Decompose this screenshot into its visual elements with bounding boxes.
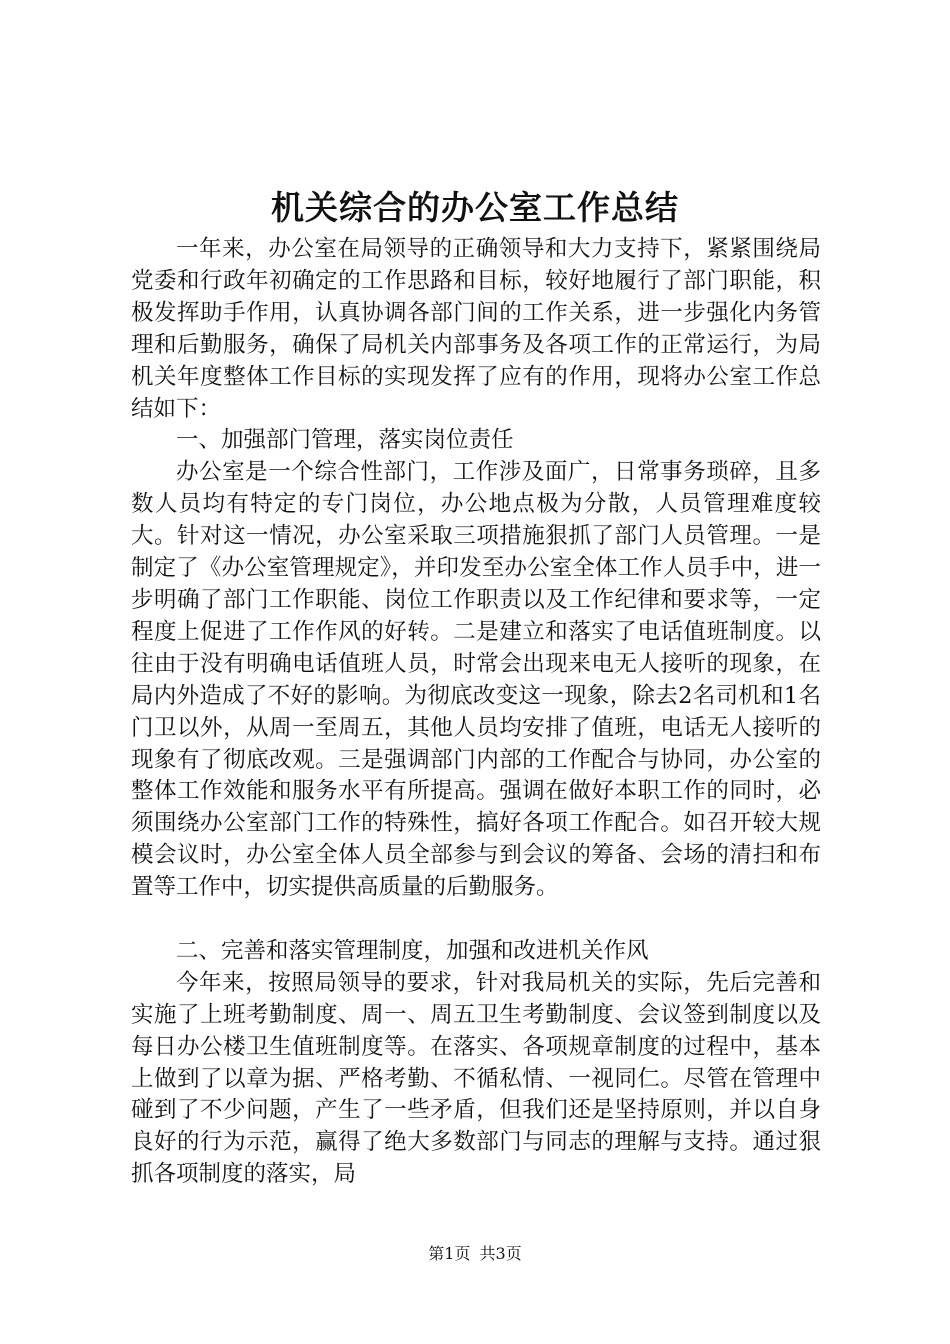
section-2-paragraph: 今年来，按照局领导的要求，针对我局机关的实际，先后完善和实施了上班考勤制度、周一、周五卫生考勤制度、会议签到制度以及每日办公楼卫生值班制度等。在落实、各项规章制度的过程中，基本上做到了以章为据、严格考勤、不循私情、一视同仁。尽管在管理中碰到了不少问题，产生了一些矛盾，但我们还是坚持原则，并以自身良好的行为示范，赢得了绝大多数部门与同志的理解与支持。通过狠抓各项制度的落实，局 (131, 969, 821, 1188)
page-footer (0, 1243, 950, 1265)
paragraph-gap (131, 904, 821, 936)
section-2-heading: 二、完善和落实管理制度，加强和改进机关作风 (176, 937, 649, 964)
section-1-heading: 一、加强部门管理，落实岗位责任 (176, 427, 514, 454)
page-number-total: 共3页 (479, 1244, 522, 1263)
page-number-current: 第1页 (428, 1244, 471, 1263)
intro-paragraph: 一年来，办公室在局领导的正确领导和大力支持下，紧紧围绕局党委和行政年初确定的工作思路和目标，较好地履行了部门职能，积极发挥助手作用，认真协调各部门间的工作关系，进一步强化内务管理和后勤服务，确保了局机关内部事务及各项工作的正常运行，为局机关年度整体工作目标的实现发挥了应有的作用，现将办公室工作总结如下： (131, 236, 821, 422)
section-1-paragraph: 办公室是一个综合性部门，工作涉及面广，日常事务琐碎，且多数人员均有特定的专门岗位，办公地点极为分散，人员管理难度较大。针对这一情况，办公室采取三项措施狠抓了部门人员管理。一是制定了《办公室管理规定》，并印发至办公室全体工作人员手中，进一步明确了部门工作职能、岗位工作职责以及工作纪律和要求等，一定程度上促进了工作作风的好转。二是建立和落实了电话值班制度。以往由于没有明确电话值班人员，时常会出现来电无人接听的现象，在局内外造成了不好的影响。为彻底改变这一现象，除去2名司机和1名门卫以外，从周一至周五，其他人员均安排了值班，电话无人接听的现象有了彻底改观。三是强调部门内部的工作配合与协同，办公室的整体工作效能和服务水平有所提高。强调在做好本职工作的同时，必须围绕办公室部门工作的特殊性，搞好各项工作配合。如召开较大规模会议时，办公室全体人员全部参与到会议的筹备、会场的清扫和布置等工作中，切实提供高质量的后勤服务。 (131, 459, 821, 901)
document-body (131, 216, 821, 1191)
document-title: 机关综合的办公室工作总结 (271, 188, 679, 227)
